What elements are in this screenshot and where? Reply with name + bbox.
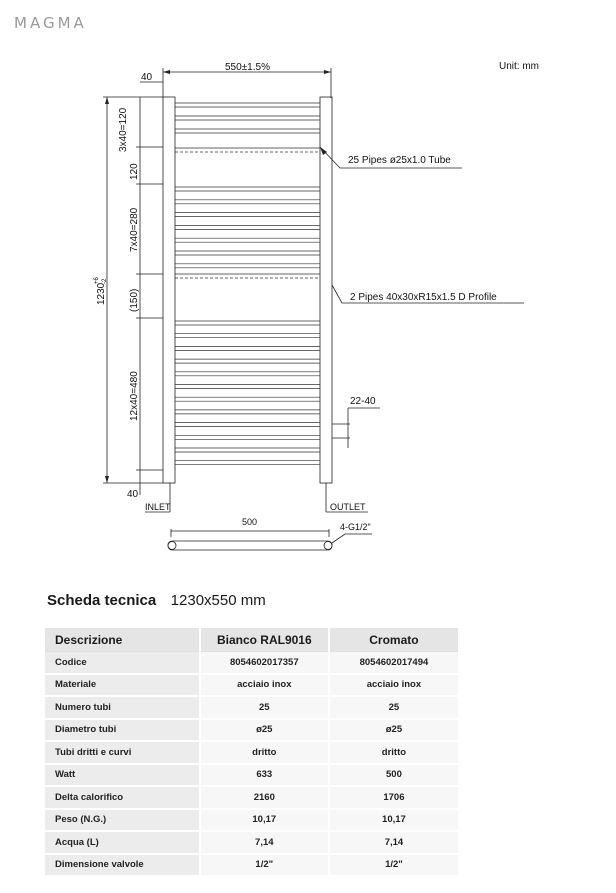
- left-side-rail: [163, 97, 175, 483]
- value-chrome: ø25: [329, 719, 459, 742]
- row-label: Codice: [45, 652, 200, 674]
- unit-label: Unit: mm: [499, 61, 539, 72]
- table-row: [45, 809, 459, 832]
- value-chrome: 1706: [329, 786, 459, 809]
- group3-label: 12x40=480: [129, 371, 140, 421]
- header-white: Bianco RAL9016: [200, 628, 329, 652]
- gap1-label: 120: [129, 163, 140, 180]
- row-label: Watt: [45, 764, 200, 787]
- left-offset-label: 40: [141, 72, 153, 83]
- value-white: dritto: [200, 741, 329, 764]
- technical-drawing: [0, 50, 616, 570]
- inlet-label: INLET: [145, 502, 171, 512]
- outlet-label: OUTLET: [330, 502, 366, 512]
- value-white: acciaio inox: [200, 674, 329, 697]
- table-row: [45, 786, 459, 809]
- height-label: 1230: [96, 282, 107, 305]
- value-white: 25: [200, 696, 329, 719]
- value-white: 1/2": [200, 854, 329, 877]
- header-chrome: Cromato: [329, 628, 459, 652]
- value-white: 2160: [200, 786, 329, 809]
- value-white: 10,17: [200, 809, 329, 832]
- value-chrome: 10,17: [329, 809, 459, 832]
- spec-table: [45, 628, 460, 877]
- right-side-rail: [320, 97, 332, 483]
- value-chrome: 8054602017494: [329, 652, 459, 674]
- top-group-label: 3x40=120: [118, 107, 129, 152]
- spec-title: [47, 592, 266, 610]
- row-label: Diametro tubi: [45, 719, 200, 742]
- height-tolerance-upper: +6: [94, 277, 100, 284]
- spec-header-row: [45, 628, 459, 652]
- value-white: 8054602017357: [200, 652, 329, 674]
- table-row: [45, 741, 459, 764]
- profile-callout: 2 Pipes 40x30xR15x1.5 D Profile: [350, 292, 497, 303]
- value-chrome: dritto: [329, 741, 459, 764]
- table-row: [45, 652, 459, 674]
- header-description: Descrizione: [45, 628, 200, 652]
- value-white: 633: [200, 764, 329, 787]
- bottom-view-tube: [168, 541, 332, 550]
- value-chrome: acciaio inox: [329, 674, 459, 697]
- table-row: [45, 696, 459, 719]
- height-tolerance-lower: -2: [102, 278, 108, 284]
- row-label: Delta calorifico: [45, 786, 200, 809]
- value-chrome: 1/2": [329, 854, 459, 877]
- side-dimension-label: 22-40: [350, 396, 376, 407]
- tube-group: [175, 103, 320, 465]
- row-label: Peso (N.G.): [45, 809, 200, 832]
- bottom-offset-label: 40: [127, 489, 139, 500]
- value-chrome: 500: [329, 764, 459, 787]
- pipes-callout: 25 Pipes ø25x1.0 Tube: [348, 155, 451, 166]
- table-row: [45, 854, 459, 877]
- brand-logo: MAGMA: [14, 14, 87, 32]
- bottom-width-label: 500: [242, 517, 258, 527]
- gap2-label: (150): [129, 288, 140, 312]
- table-row: [45, 764, 459, 787]
- row-label: Acqua (L): [45, 831, 200, 854]
- table-row: [45, 831, 459, 854]
- thread-label: 4-G1/2": [340, 522, 371, 532]
- width-dimension-label: 550±1.5%: [225, 62, 270, 73]
- table-row: [45, 719, 459, 742]
- value-white: ø25: [200, 719, 329, 742]
- table-row: [45, 674, 459, 697]
- row-label: Numero tubi: [45, 696, 200, 719]
- value-chrome: 25: [329, 696, 459, 719]
- row-label: Materiale: [45, 674, 200, 697]
- group2-label: 7x40=280: [129, 207, 140, 252]
- value-white: 7,14: [200, 831, 329, 854]
- row-label: Dimensione valvole: [45, 854, 200, 877]
- spec-title-main: Scheda tecnica: [47, 592, 157, 609]
- value-chrome: 7,14: [329, 831, 459, 854]
- row-label: Tubi dritti e curvi: [45, 741, 200, 764]
- spec-title-size: 1230x550 mm: [170, 592, 266, 609]
